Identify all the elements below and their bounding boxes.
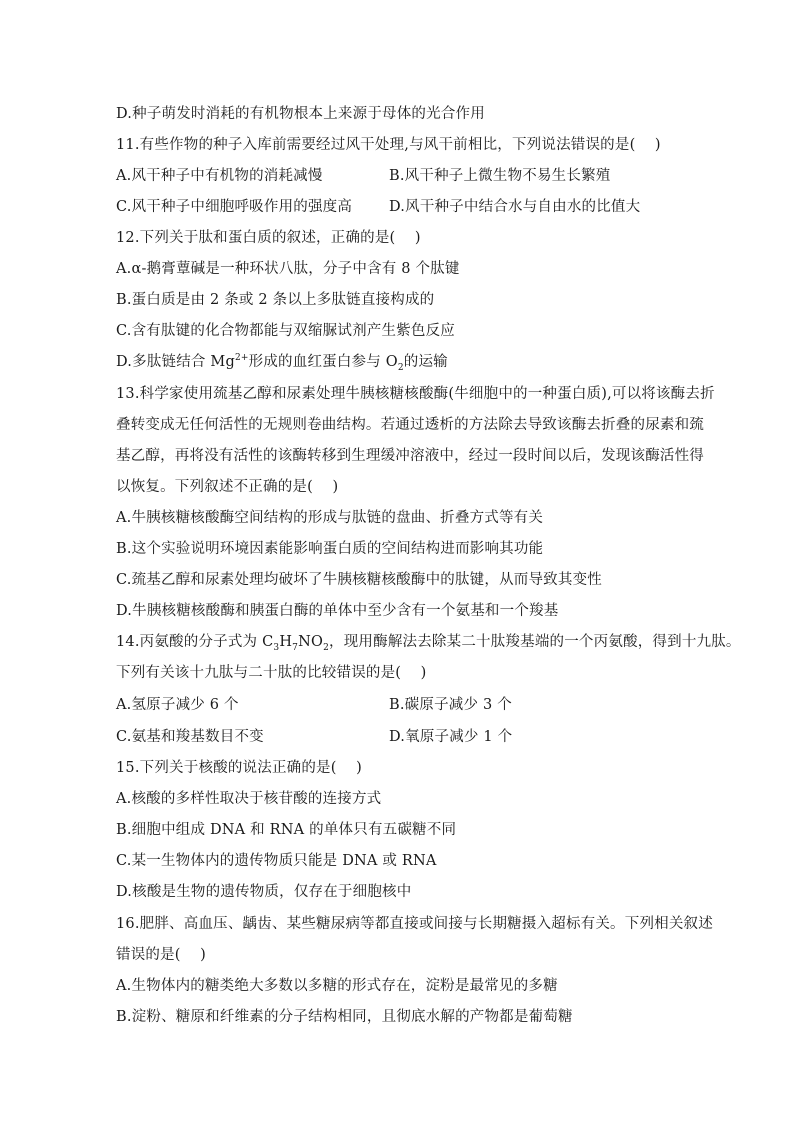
q14-text-h: H xyxy=(279,634,293,650)
q15-option-a: A.核酸的多样性取决于核苷酸的连接方式 xyxy=(116,791,382,807)
q13-option-d: D.牛胰核糖核酸酶和胰蛋白酶的单体中至少含有一个氨基和一个羧基 xyxy=(116,603,559,619)
q14-stem-line-1 xyxy=(116,632,741,652)
q14-option-b: B.碳原子减少 3 个 xyxy=(389,697,512,713)
q11-option-b: B.风干种子上微生物不易生长繁殖 xyxy=(389,168,611,184)
q16-stem-line-2: 错误的是( ) xyxy=(116,947,207,963)
q14-sub-2: 7 xyxy=(292,642,299,653)
q13-stem-line-1: 13.科学家使用巯基乙醇和尿素处理牛胰核糖核酸酶(牛细胞中的一种蛋白质),可以将该酶去折 xyxy=(116,386,715,402)
q12d-superscript: 2+ xyxy=(234,353,249,364)
q14-option-c: C.氨基和羧基数目不变 xyxy=(116,729,264,745)
q10-option-d: D.种子萌发时消耗的有机物根本上来源于母体的光合作用 xyxy=(116,106,485,122)
q14-text-2: ，现用酶解法去除某二十肽羧基端的一个丙氨酸，得到十九肽。 xyxy=(329,634,741,650)
q13-stem-line-4: 以恢复。下列叙述不正确的是( ) xyxy=(116,479,339,495)
q14-stem-line-2: 下列有关该十九肽与二十肽的比较错误的是( ) xyxy=(116,665,427,681)
q12-option-c: C.含有肽键的化合物都能与双缩脲试剂产生紫色反应 xyxy=(116,323,455,339)
q16-option-b: B.淀粉、糖原和纤维素的分子结构相同，且彻底水解的产物都是葡萄糖 xyxy=(116,1009,573,1025)
q14-sub-3: 2 xyxy=(323,642,330,653)
q12d-text-1: D.多肽链结合 Mg xyxy=(116,354,235,370)
q12d-text-3: 的运输 xyxy=(403,354,448,370)
q15-option-c: C.某一生物体内的遗传物质只能是 DNA 或 RNA xyxy=(116,853,437,869)
q12-option-d xyxy=(116,352,448,372)
q14-text-no: NO xyxy=(298,634,324,650)
q12-option-a: A.α-鹅膏蕈碱是一种环状八肽，分子中含有 8 个肽键 xyxy=(116,261,460,277)
q11-option-d: D.风干种子中结合水与自由水的比值大 xyxy=(389,199,641,215)
q12d-text-2: 形成的血红蛋白参与 O xyxy=(248,354,398,370)
q13-stem-line-3: 基乙醇，再将没有活性的该酶转移到生理缓冲溶液中，经过一段时间以后，发现该酶活性得 xyxy=(116,448,704,464)
q14-sub-1: 3 xyxy=(273,642,280,653)
q13-stem-line-2: 叠转变成无任何活性的无规则卷曲结构。若通过透析的方法除去导致该酶去折叠的尿素和巯 xyxy=(116,417,704,433)
q12-stem: 12.下列关于肽和蛋白质的叙述，正确的是( ) xyxy=(116,230,421,246)
q12d-subscript: 2 xyxy=(397,362,404,373)
q13-option-b: B.这个实验说明环境因素能影响蛋白质的空间结构进而影响其功能 xyxy=(116,541,544,557)
q15-option-b: B.细胞中组成 DNA 和 RNA 的单体只有五碳糖不同 xyxy=(116,822,457,838)
q11-option-c: C.风干种子中细胞呼吸作用的强度高 xyxy=(116,199,353,215)
q16-option-a: A.生物体内的糖类绝大多数以多糖的形式存在，淀粉是最常见的多糖 xyxy=(116,978,558,994)
q11-option-a: A.风干种子中有机物的消耗减慢 xyxy=(116,168,323,184)
q13-option-c: C.巯基乙醇和尿素处理均破坏了牛胰核糖核酸酶中的肽键，从而导致其变性 xyxy=(116,572,602,588)
q16-stem-line-1: 16.肥胖、高血压、龋齿、某些糖尿病等都直接或间接与长期糖摄入超标有关。下列相关叙述 xyxy=(116,916,713,932)
q15-option-d: D.核酸是生物的遗传物质，仅存在于细胞核中 xyxy=(116,884,412,900)
q14-option-a: A.氢原子减少 6 个 xyxy=(116,697,239,713)
q12-option-b: B.蛋白质是由 2 条或 2 条以上多肽链直接构成的 xyxy=(116,292,435,308)
q15-stem: 15.下列关于核酸的说法正确的是( ) xyxy=(116,760,362,776)
q14-option-d: D.氧原子减少 1 个 xyxy=(389,729,513,745)
q11-stem: 11.有些作物的种子入库前需要经过风干处理,与风干前相比，下列说法错误的是( ) xyxy=(116,137,661,153)
q13-option-a: A.牛胰核糖核酸酶空间结构的形成与肽链的盘曲、折叠方式等有关 xyxy=(116,510,544,526)
q14-text-1: 14.丙氨酸的分子式为 C xyxy=(116,634,274,650)
